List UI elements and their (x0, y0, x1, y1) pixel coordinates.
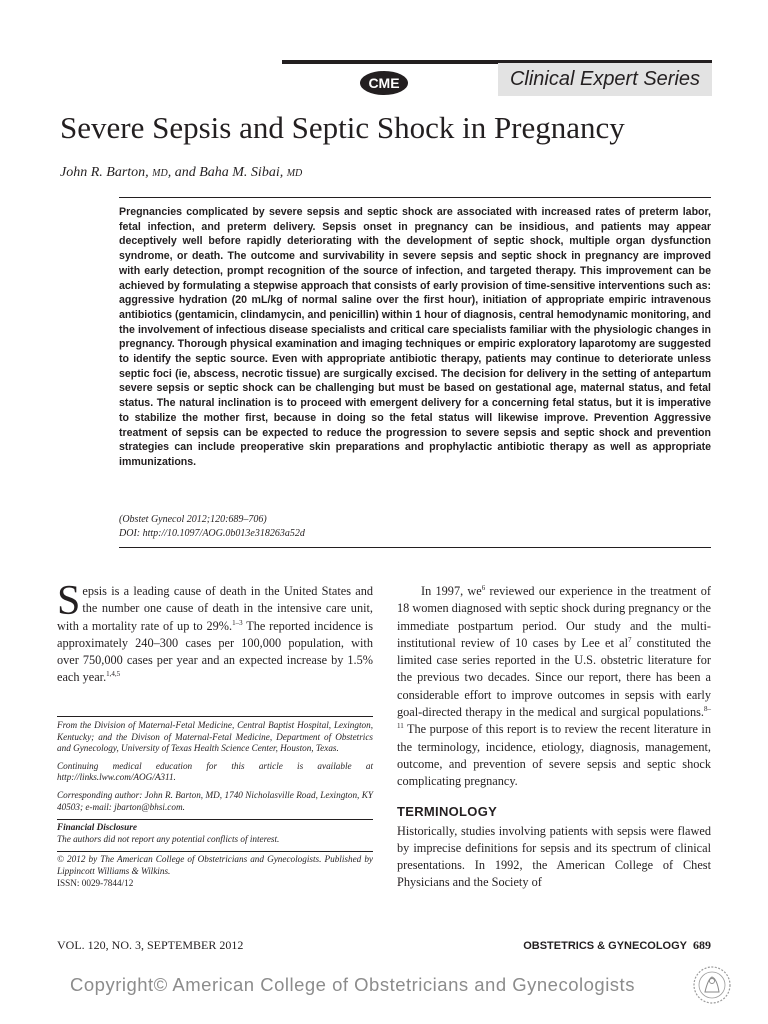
citation: (Obstet Gynecol 2012;120:689–706) (119, 514, 267, 525)
copyright-watermark: Copyright© American College of Obstetricians and Gynecologists (70, 974, 635, 995)
author-join: , and Baha M. Sibai, (167, 165, 284, 180)
section-heading-terminology: TERMINOLOGY (397, 803, 498, 819)
cme-badge-label: CME (368, 75, 400, 91)
corresponding-author-note: Corresponding author: John R. Barton, MD, 1740 Nicholasville Road, Lexington, KY 40503; e-mail: jbarton@bhsi.com. (57, 789, 373, 812)
journal-footer (490, 937, 711, 954)
ref-1-4-5: 1,4,5 (106, 670, 121, 679)
abstract: Pregnancies complicated by severe sepsis and septic shock are associated with increased rates of preterm labor, fetal infection, and preterm delivery. Sepsis onset in pregnancy can be insidious, and patients may appear deceptively well before rapidly deteriorating with the development of septic shock, multiple organ dysfunction syndrome, or death. The outcome and survivability in severe sepsis and septic shock in pregnancy are improved with early detection, prompt recognition of the source of infection, and targeted therapy. This improvement can be achieved by formulating a stepwise approach that consists of early provision of time-sensitive interventions such as: aggressive hydration (20 mL/kg of normal saline over the first hour), initiation of appropriate empiric intravenous antibiotics (gentamicin, clindamycin, and penicillin) within 1 hour of diagnosis, central hemodynamic monitoring, and the involvement of infectious disease specialists and critical care specialists familiar with the physiologic changes in pregnancy. Thorough physical examination and imaging techniques or empiric exploratory laparotomy are suggested to identify the septic source. Even with appropriate antibiotic therapy, patients may continue to deteriorate unless septic foci (ie, abscess, necrotic tissue) are surgically excised. The decision for delivery in the setting of antepartum severe sepsis or septic shock can be challenging but must be based on gestational age, maternal status, and fetal status. The natural inclination is to proceed with emergent delivery for a concerning fetal status, but it is imperative to stabilize the mother first, because in doing so the fetal status will likewise improve. Prevention Aggressive treatment of sepsis can be expected to reduce the progression to severe sepsis and septic shock and prevention strategies can include preoperative skin preparations and prophylactic antibiotic therapy as well as appropriate immunizations. (119, 206, 712, 468)
volume-info: VOL. 120, NO. 3, SEPTEMBER 2012 (57, 938, 244, 952)
ref-6: 6 (481, 584, 486, 592)
author-line (60, 163, 660, 184)
doi[interactable]: DOI: http://10.1097/AOG.0b013e318263a52d (119, 528, 305, 539)
copyright-note: © 2012 by The American College of Obstetricians and Gynecologists. Published by Lippincott Williams & Wilkins. (57, 854, 373, 876)
abstract-bottom-rule (119, 547, 711, 548)
issn: ISSN: 0029-7844/12 (57, 877, 134, 888)
cme-badge (359, 70, 409, 96)
journal-name: OBSTETRICS & GYNECOLOGY (523, 940, 687, 952)
author-1: John R. Barton, (60, 165, 149, 180)
review-text-d: The purpose of this report is to review the recent literature in the terminology, incidence, etiology, diagnosis, management, outcome, and prevention of severe sepsis and septic shock complicating pregnancy. (397, 722, 711, 789)
author-2-degree: MD (286, 168, 303, 179)
column-right (397, 583, 711, 892)
article-notes (57, 720, 373, 889)
citation-block (119, 513, 519, 541)
cme-note[interactable]: Continuing medical education for this article is available at http://links.lww.com/AOG/A311. (57, 760, 373, 783)
intro-paragraph (57, 578, 373, 687)
ref-7: 7 (628, 635, 632, 644)
abstract-top-rule (119, 197, 711, 198)
disclosure-text: The authors did not report any potential conflicts of interest. (57, 833, 280, 844)
copyright-rule (57, 851, 373, 852)
drop-cap: S (57, 578, 81, 624)
disclosure-heading: Financial Disclosure (57, 822, 137, 833)
terminology-paragraph: Historically, studies involving patients with sepsis were flawed by imprecise definitions for sepsis and its spectrum of clinical presentations. In 1992, the American College of Chest Physicians and the Society of (397, 823, 711, 890)
acog-seal-icon (690, 965, 734, 1005)
ref-1-3: 1–3 (232, 618, 243, 627)
disclosure-rule (57, 819, 373, 820)
notes-rule (57, 716, 373, 717)
review-paragraph (397, 583, 711, 791)
ref-8-11: 8–11 (397, 705, 711, 731)
author-1-degree: MD (152, 168, 168, 179)
review-text-a: In 1997, we (421, 584, 482, 598)
review-text-c: constituted the limited case series reported in the U.S. obstetric literature for the previous two decades. Since our report, there has been a considerable effort to improve outcomes in sepsis with early goal-directed therapy in the medical and surgical populations. (397, 635, 711, 720)
article-title: Severe Sepsis and Septic Shock in Pregnancy (60, 110, 625, 145)
intro-text-b: The reported incidence is approximately 240–300 cases per 100,000 population, with over 750,000 cases per year and an expected increase by 1.5% each year. (57, 618, 373, 685)
page-number: 689 (693, 938, 711, 952)
review-text-b: reviewed our experience in the treatment of 18 women diagnosed with septic shock during pregnancy or the immediate postpartum period. Our study and the multi-institutional review of 10 cases by Lee et al (397, 584, 712, 650)
column-left (57, 578, 373, 687)
affiliation-note: From the Division of Maternal-Fetal Medicine, Central Baptist Hospital, Lexington, Kentucky; and the Divison of Maternal-Fetal Medicine, Department of Obstetrics and Gynecology, University of Texas Health Science Center, Houston, Texas. (57, 720, 373, 754)
intro-text-a: epsis is a leading cause of death in the United States and the number one cause of death in the intensive care unit, with a mortality rate of up to 29%. (57, 584, 373, 633)
series-title: Clinical Expert Series (509, 68, 701, 90)
